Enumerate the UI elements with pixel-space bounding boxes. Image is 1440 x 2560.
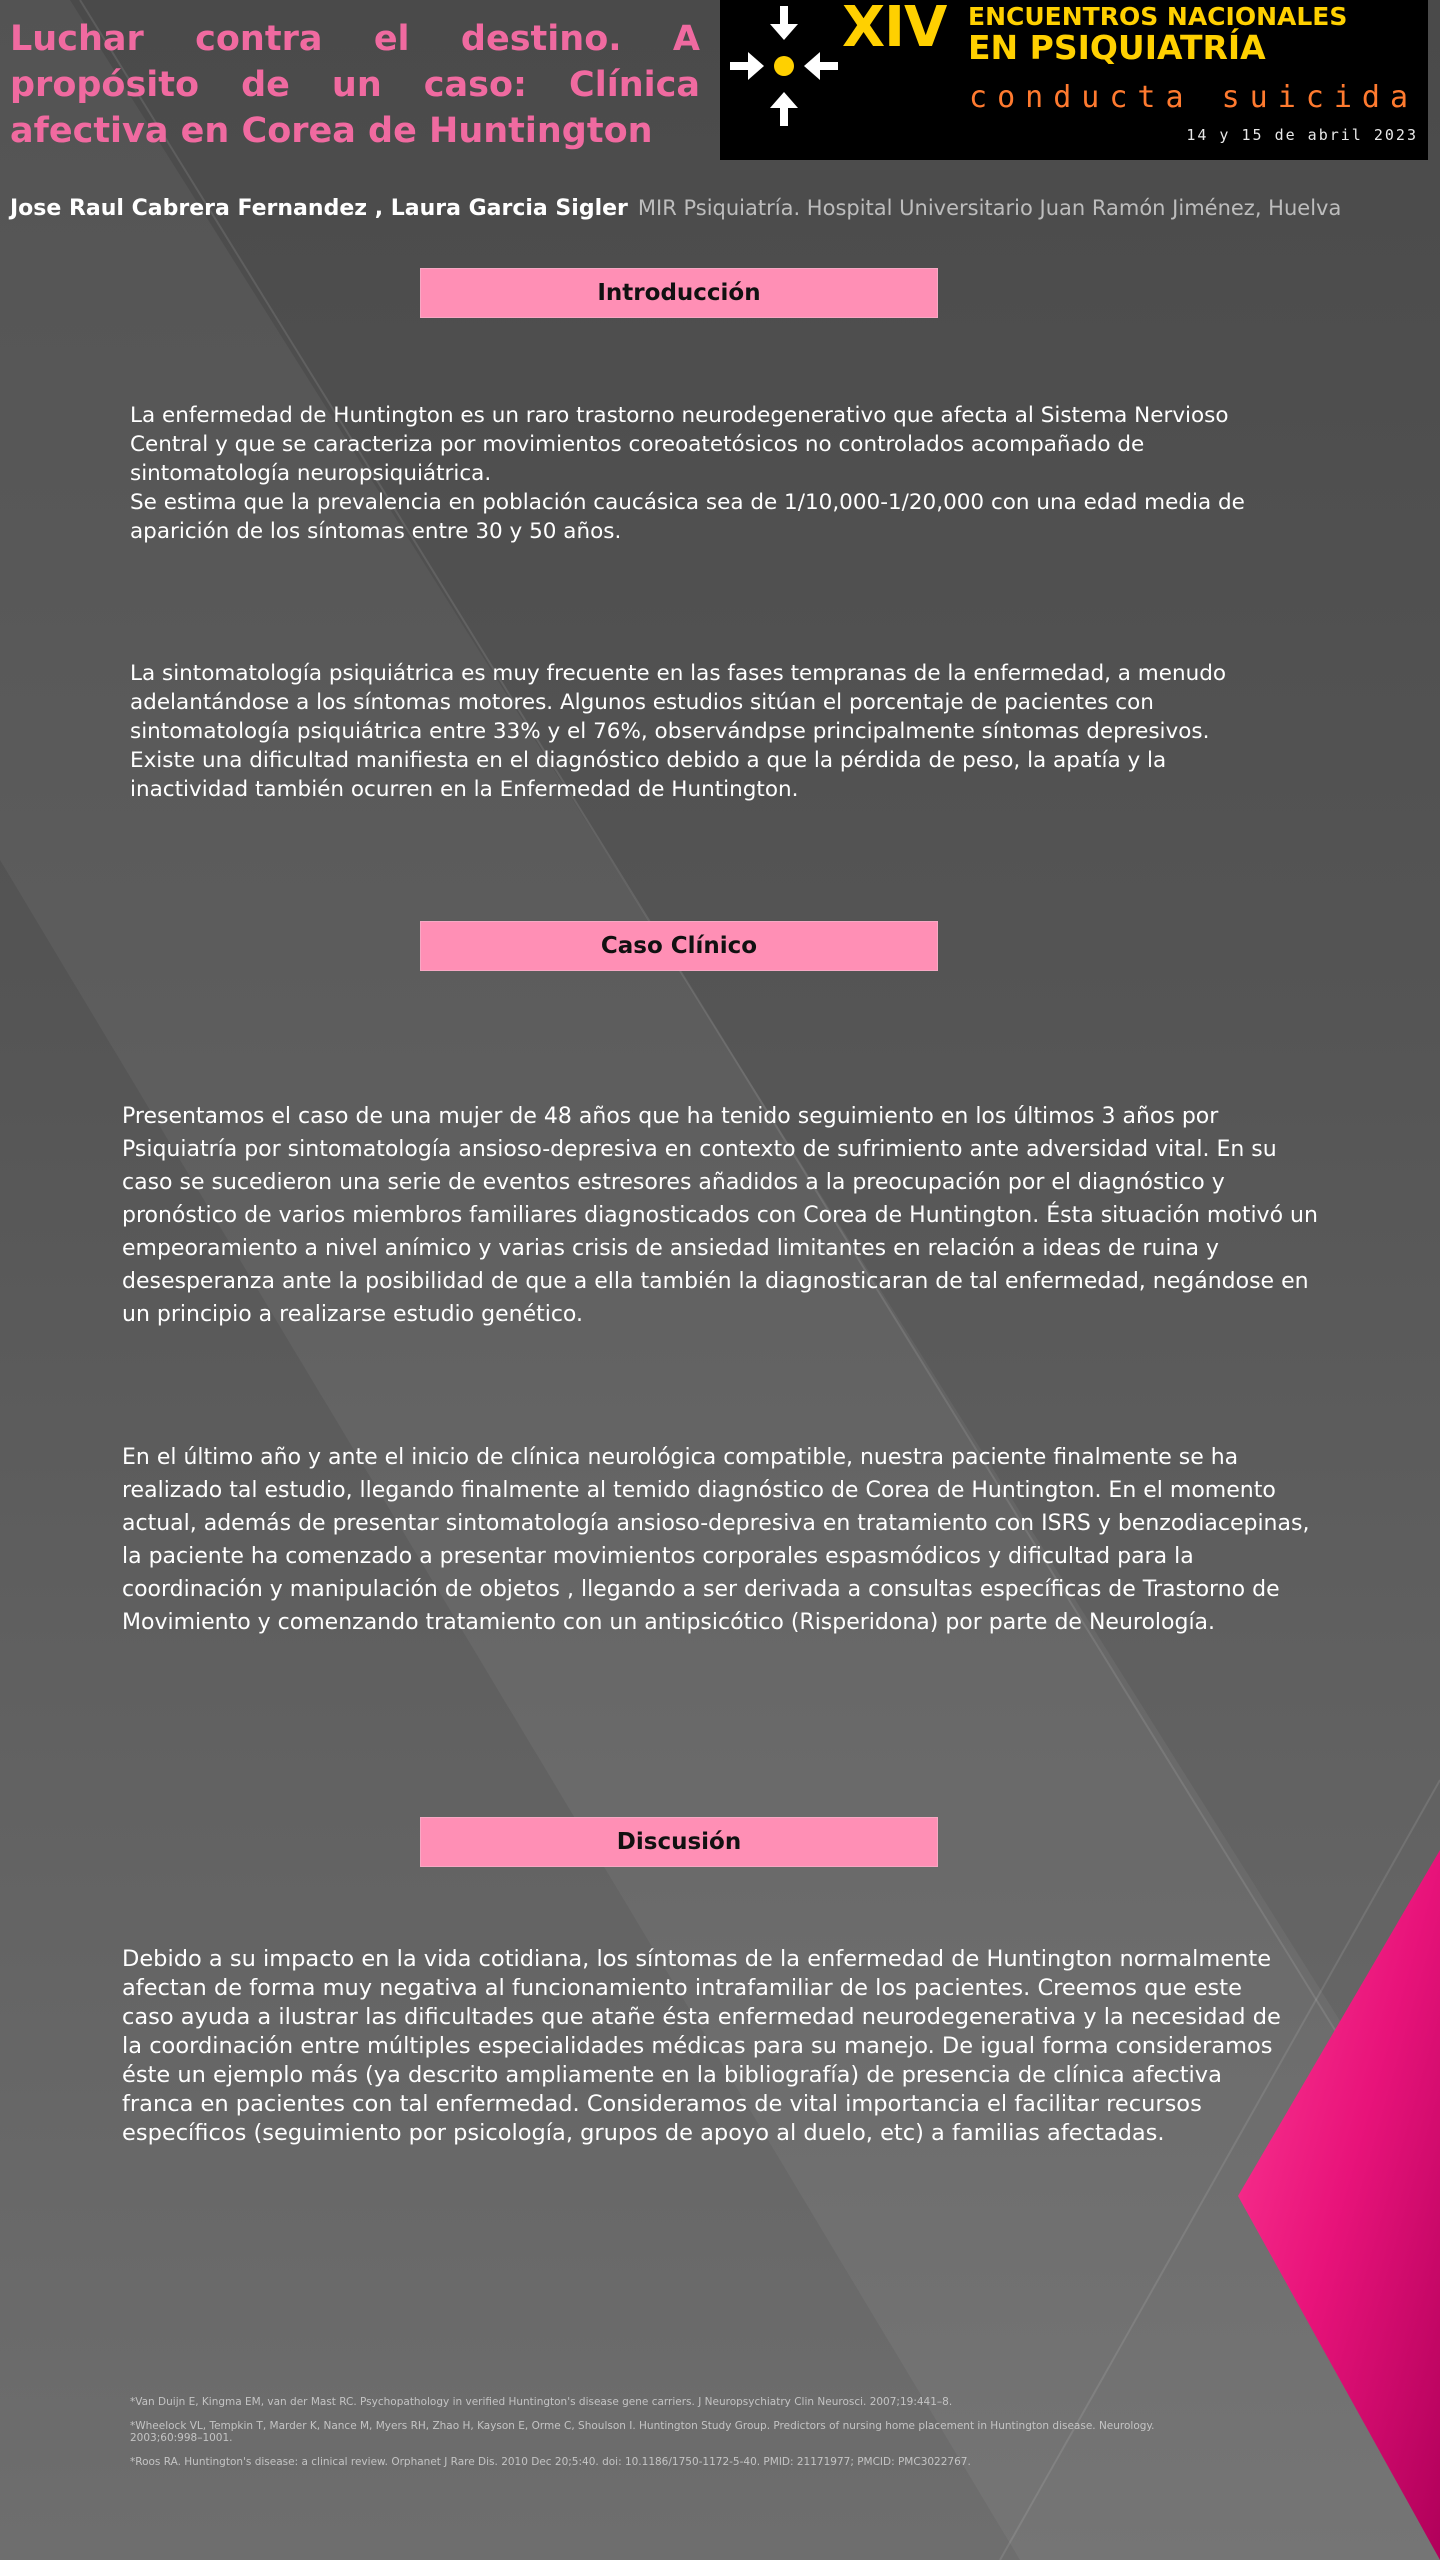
banner-title-line-1: ENCUENTROS NACIONALES (968, 2, 1348, 31)
section-header-caso-clinico: Caso Clínico (420, 921, 938, 971)
intro-text-1: La enfermedad de Huntington es un raro trastorno neurodegenerativo que afecta al Sistema Nervioso Central y que se caracteriza por movimientos coreoatetósicos no controlados acompañado de sintomatología neuropsiquiátrica. (130, 403, 1229, 486)
intro-paragraph-2: La sintomatología psiquiátrica es muy frecuente en las fases tempranas de la enfermedad, a menudo adelantándose a los síntomas motores. Algunos estudios sitúan el porcentaje de pacientes con sintomatología psiquiátrica entre 33% y el 76%, observándpse principalmente síntomas depresivos. Existe una dificultad manifiesta en el diagnóstico debido a que la pérdida de peso, la apatía y la inactividad también ocurren en la Enfermedad de Huntington. (130, 661, 1227, 802)
discusion-paragraph: Debido a su impacto en la vida cotidiana, los síntomas de la enfermedad de Huntington normalmente afectan de forma muy negativa al funcionamiento intrafamiliar de los pacientes. Creemos que este caso ayuda a ilustrar las dificultades que atañe ésta enfermedad neurodegenerativa y la necesidad de la coordinación entre múltiples especialidades médicas para su manejo. De igual forma consideramos éste un ejemplo más (ya descrito ampliamente en la bibliografía) de presencia de clínica afectiva franca en pacientes con tal enfermedad. Consideramos de vital importancia el facilitar recursos específicos (seguimiento por psicología, grupos de apoyo al duelo, etc) a familias afectadas. (122, 1946, 1281, 2146)
references (130, 2396, 1170, 2480)
banner-subtitle: conducta suicida (969, 80, 1418, 115)
intro-paragraph-1 (130, 401, 1250, 546)
edition-number: XIV (842, 0, 947, 60)
authors-line (10, 196, 1430, 221)
section-header-introduccion: Introducción (420, 268, 938, 318)
reference-item: *Wheelock VL, Tempkin T, Marder K, Nance M, Myers RH, Zhao H, Kayson E, Orme C, Shoulson I. Huntington Study Group. Predictors of nursing home placement in Huntington disease. Neurology. 2003;60:998–1001. (130, 2420, 1155, 2444)
conference-banner (720, 0, 1428, 160)
reference-item: *Roos RA. Huntington's disease: a clinical review. Orphanet J Rare Dis. 2010 Dec 20;5:40. doi: 10.1186/1750-1172-5-40. PMID: 21171977; PMCID: PMC3022767. (130, 2456, 971, 2468)
author-names: Jose Raul Cabrera Fernandez , Laura Garcia Sigler (10, 196, 628, 221)
section-header-discusion: Discusión (420, 1817, 938, 1867)
banner-title-line-2: EN PSIQUIATRÍA (968, 28, 1266, 67)
reference-item: *Van Duijn E, Kingma EM, van der Mast RC. Psychopathology in verified Huntington's disease gene carriers. J Neuropsychiatry Clin Neurosci. 2007;19:441–8. (130, 2396, 953, 2408)
affiliation: MIR Psiquiatría. Hospital Universitario Juan Ramón Jiménez, Huelva (637, 196, 1342, 220)
poster-title: Luchar contra el destino. A propósito de un caso: Clínica afectiva en Corea de Huntington (10, 19, 700, 151)
banner-dates: 14 y 15 de abril 2023 (1186, 126, 1418, 144)
caso-paragraph-2: En el último año y ante el inicio de clínica neurológica compatible, nuestra paciente finalmente se ha realizado tal estudio, llegando finalmente al temido diagnóstico de Corea de Huntington. En el momento actual, además de presentar sintomatología ansioso-depresiva en tratamiento con ISRS y benzodiacepinas, la paciente ha comenzado a presentar movimientos corporales espasmódicos y dificultad para la coordinación y manipulación de objetos , llegando a ser derivada a consultas específicas de Trastorno de Movimiento y comenzando tratamiento con un antipsicótico (Risperidona) por parte de Neurología. (122, 1445, 1310, 1635)
caso-paragraph-1: Presentamos el caso de una mujer de 48 años que ha tenido seguimiento en los últimos 3 años por Psiquiatría por sintomatología ansioso-depresiva en contexto de sufrimiento ante adversidad vital. En su caso se sucedieron una serie de eventos estresores añadidos a la preocupación por el diagnóstico y pronóstico de varios miembros familiares diagnosticados con Corea de Huntington. Ésta situación motivó un empeoramiento a nivel anímico y varias crisis de ansiedad limitantes en relación a ideas de ruina y desesperanza ante la posibilidad de que a ella también la diagnosticaran de tal enfermedad, negándose en un principio a realizarse estudio genético. (122, 1104, 1318, 1327)
intro-text-2: Se estima que la prevalencia en población caucásica sea de 1/10,000-1/20,000 con una edad media de aparición de los síntomas entre 30 y 50 años. (130, 490, 1245, 544)
